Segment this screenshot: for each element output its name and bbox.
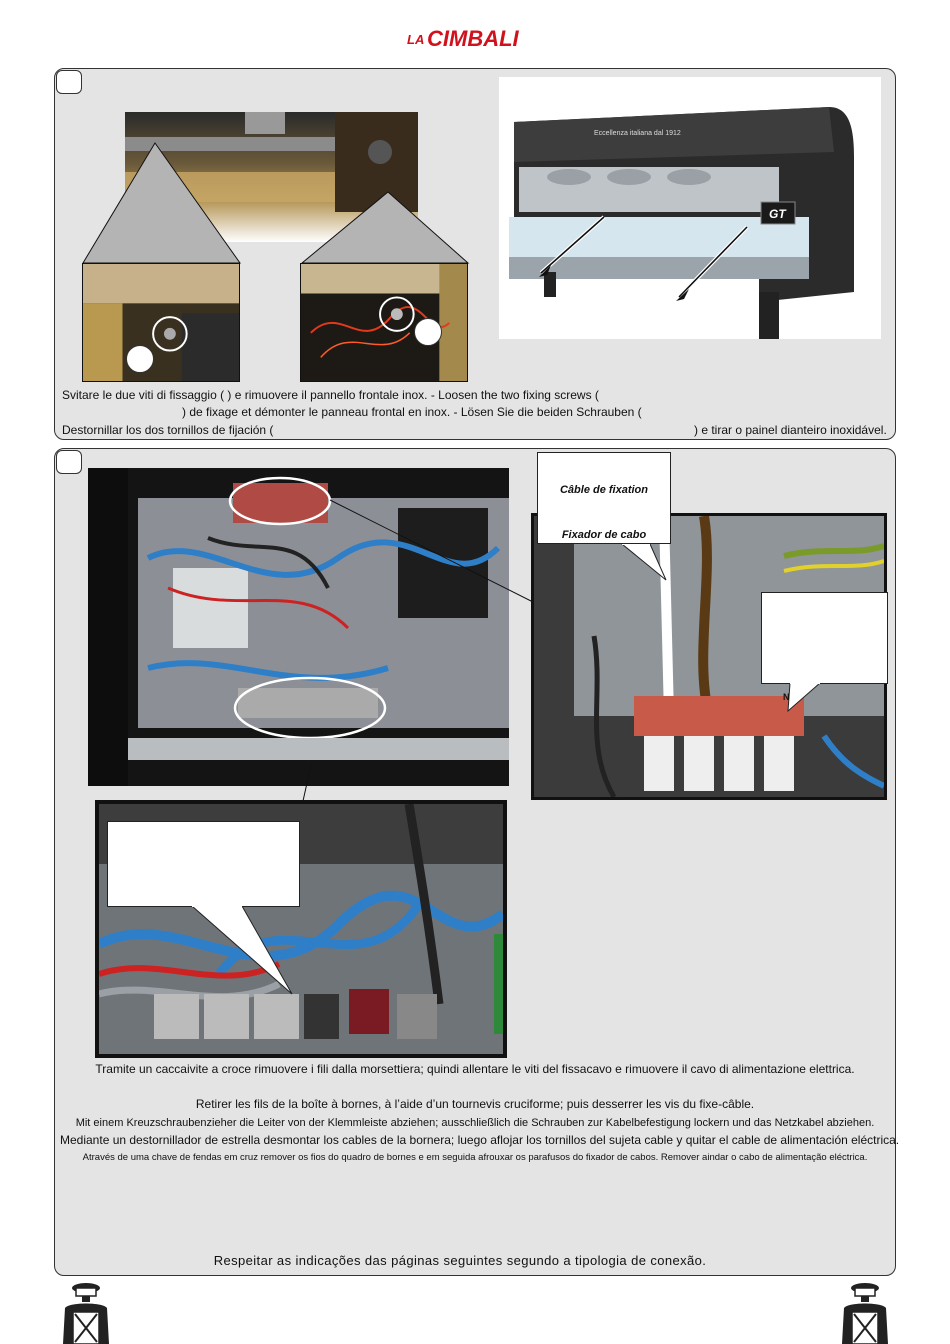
technician-icon-right bbox=[834, 1282, 896, 1344]
zoom-triangles bbox=[80, 140, 470, 265]
callout-cable-fixation-pt: Fixador de cabo bbox=[561, 529, 647, 541]
callout-cable-fixation-fr: Câble de fixation bbox=[559, 484, 649, 496]
right-screw-closeup bbox=[300, 263, 468, 382]
callout-pointer-bottom bbox=[180, 906, 300, 996]
coffee-machine-photo bbox=[499, 77, 881, 339]
callout-circle-2 bbox=[414, 318, 442, 346]
panel2-footer-note: Respeitar as indicações das páginas seguintes segundo a tipologia de conexão. bbox=[213, 1253, 707, 1268]
brand-logo bbox=[405, 20, 545, 54]
machine-headline: Eccellenza italiana dal 1912 bbox=[594, 130, 681, 137]
terminal-callout-box bbox=[761, 592, 888, 684]
terminal-label-n: N bbox=[783, 692, 790, 702]
machine-model-badge: GT bbox=[769, 207, 786, 221]
step-number-box-2 bbox=[56, 450, 82, 474]
panel1-text-line1: Svitare le due viti di fissaggio ( ) e rimuovere il pannello frontale inox. - Loosen the two fixing screws ( bbox=[62, 388, 599, 402]
wiring-callout-box bbox=[107, 821, 300, 907]
panel2-text-it: Tramite un caccaivite a croce rimuovere i fili dalla morsettiera; quindi allentare le viti del fissacavo e rimuovere il cavo di alimentazione elettrica. bbox=[95, 1062, 855, 1076]
panel1-text-line2: ) de fixage et démonter le panneau frontal en inox. - Lösen Sie die beiden Schrauben ( bbox=[182, 405, 642, 419]
left-screw-closeup bbox=[82, 263, 240, 382]
callout-circle-1 bbox=[126, 345, 154, 373]
panel2-text-de: Mit einem Kreuzschraubenzieher die Leiter von der Klemmleiste abziehen; ausschließlich die Schrauben zur Kabelbefestigung lockern und das Netzkabel abziehen. bbox=[75, 1117, 875, 1129]
step-number-box-1 bbox=[56, 70, 82, 94]
panel1-text-line3-left: Destornillar los dos tornillos de fijación ( bbox=[62, 423, 274, 437]
leader-lines bbox=[300, 495, 540, 805]
panel2-text-pt: Através de uma chave de fendas em cruz remover os fios do quadro de bornes e em seguida afrouxar os parafusos do fixador de cabos. Remover aindar o cabo de alimentação eléctrica. bbox=[82, 1152, 868, 1163]
callout-pointer-top bbox=[620, 544, 680, 584]
panel2-text-fr: Retirer les fils de la boîte à bornes, à l’aide d’un tournevis cruciforme; puis desserrer les vis du fixe-câble. bbox=[195, 1097, 755, 1111]
technician-icon-left bbox=[55, 1282, 117, 1344]
panel2-text-es: Mediante un destornillador de estrella desmontar los cables de la bornera; luego aflojar los tornillos del sujeta cable y quitar el cable de alimentación eléctrica. bbox=[60, 1133, 900, 1147]
panel1-text-line3-right: ) e tirar o painel dianteiro inoxidável. bbox=[694, 423, 887, 437]
logo-prefix: LA bbox=[407, 32, 425, 47]
logo-brand: CIMBALI bbox=[427, 26, 519, 51]
